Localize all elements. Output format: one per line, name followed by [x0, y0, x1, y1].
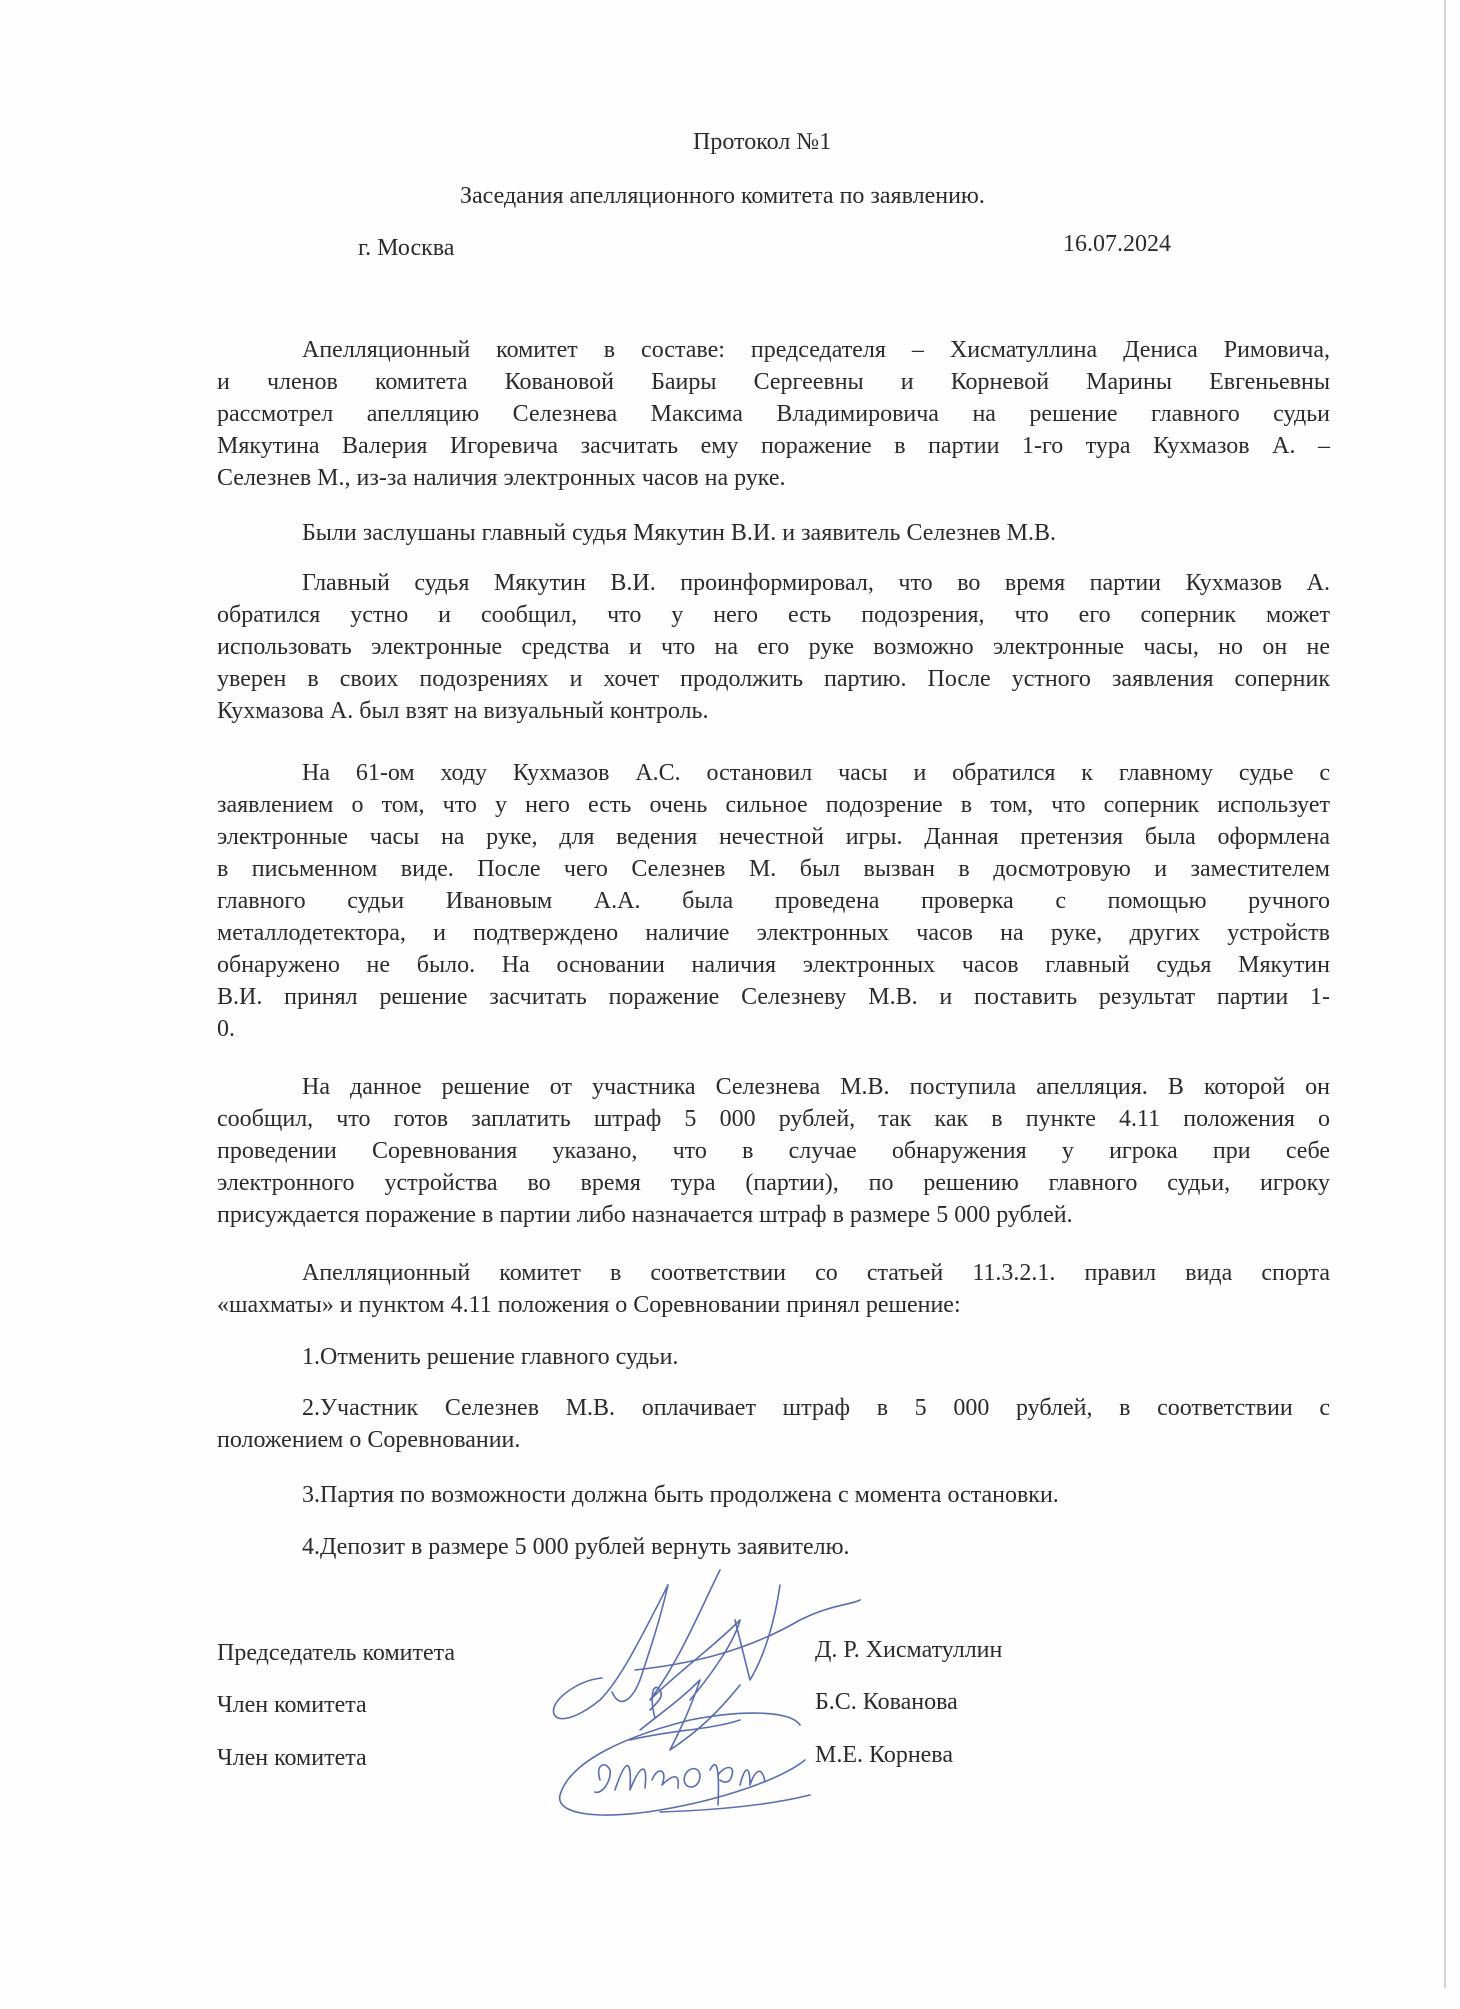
document-city: г. Москва — [358, 235, 455, 261]
text-line: 3.Партия по возможности должна быть продолжена с момента остановки. — [302, 1482, 1059, 1508]
text-line: рассмотрел апелляцию Селезнева Максима Владимировича на решение главного судьи — [217, 401, 1330, 427]
signatory-name-chair: Д. Р. Хисматуллин — [815, 1637, 1003, 1663]
text-line: положением о Соревновании. — [217, 1427, 521, 1453]
text-line: использовать электронные средства и что на его руке возможно электронные часы, но он не — [217, 634, 1330, 660]
text-line: уверен в своих подозрениях и хочет продолжить партию. После устного заявления соперник — [217, 666, 1330, 692]
paragraph-heard — [217, 517, 1330, 549]
paragraph-chief-arbiter-report — [217, 567, 1330, 727]
text-line: Апелляционный комитет в составе: председателя – Хисматуллина Дениса Римовича, — [302, 337, 1330, 363]
text-line: Главный судья Мякутин В.И. проинформировал, что во время партии Кухмазов А. — [302, 570, 1330, 596]
decision-item-1 — [217, 1341, 1330, 1373]
text-line: 1.Отменить решение главного судьи. — [302, 1344, 679, 1370]
text-line: Были заслушаны главный судья Мякутин В.И. и заявитель Селезнев М.В. — [302, 520, 1057, 546]
text-line: металлодетектора, и подтверждено наличие электронных часов на руке, других устройств — [217, 920, 1330, 946]
decision-item-2 — [217, 1392, 1330, 1456]
text-line: Кухмазова А. был взят на визуальный контроль. — [217, 698, 709, 724]
document-title: Протокол №1 — [693, 129, 832, 155]
paragraph-move-61-incident — [217, 757, 1330, 1045]
text-line: 2.Участник Селезнев М.В. оплачивает штраф в 5 000 рублей, в соответствии с — [302, 1395, 1330, 1421]
text-line: Мякутина Валерия Игоревича засчитать ему поражение в партии 1-го тура Кухмазов А. – — [217, 433, 1330, 459]
paragraph-committee-decision — [217, 1257, 1330, 1321]
page-edge-line — [1444, 0, 1446, 1988]
text-line: На данное решение от участника Селезнева М.В. поступила апелляция. В которой он — [302, 1074, 1330, 1100]
signatory-name-member-1: Б.С. Кованова — [815, 1689, 958, 1715]
text-line: присуждается поражение в партии либо назначается штраф в размере 5 000 рублей. — [217, 1202, 1073, 1228]
text-line: электронные часы на руке, для ведения нечестной игры. Данная претензия была оформлена — [217, 824, 1330, 850]
decision-item-3 — [217, 1479, 1330, 1511]
text-line: и членов комитета Ковановой Баиры Сергеевны и Корневой Марины Евгеньевны — [217, 369, 1330, 395]
text-line: проведении Соревнования указано, что в случае обнаружения у игрока при себе — [217, 1138, 1330, 1164]
text-line: На 61-ом ходу Кухмазов А.С. остановил часы и обратился к главному судье с — [302, 760, 1330, 786]
text-line: обратился устно и сообщил, что у него есть подозрения, что его соперник может — [217, 602, 1330, 628]
text-line: В.И. принял решение засчитать поражение Селезневу М.В. и поставить результат партии 1- — [217, 984, 1330, 1010]
document-subtitle: Заседания апелляционного комитета по заявлению. — [460, 183, 985, 209]
handwritten-signatures-icon — [540, 1560, 880, 1830]
paragraph-appeal — [217, 1071, 1330, 1231]
text-line: Апелляционный комитет в соответствии со статьей 11.3.2.1. правил вида спорта — [302, 1260, 1330, 1286]
text-line: сообщил, что готов заплатить штраф 5 000 рублей, так как в пункте 4.11 положения о — [217, 1106, 1330, 1132]
text-line: «шахматы» и пунктом 4.11 положения о Соревновании принял решение: — [217, 1292, 961, 1318]
signatory-role-member-1: Член комитета — [217, 1692, 367, 1718]
text-line: в письменном виде. После чего Селезнев М. был вызван в досмотровую и заместителем — [217, 856, 1330, 882]
signatory-role-member-2: Член комитета — [217, 1745, 367, 1771]
text-line: заявлением о том, что у него есть очень сильное подозрение в том, что соперник использует — [217, 792, 1330, 818]
text-line: электронного устройства во время тура (партии), по решению главного судьи, игроку — [217, 1170, 1330, 1196]
text-line: главного судьи Ивановым А.А. была проведена проверка с помощью ручного — [217, 888, 1330, 914]
signatory-role-chair: Председатель комитета — [217, 1640, 456, 1666]
signatory-name-member-2: М.Е. Корнева — [815, 1742, 953, 1768]
text-line: 0. — [217, 1016, 235, 1042]
text-line: 4.Депозит в размере 5 000 рублей вернуть заявителю. — [302, 1534, 850, 1560]
text-line: Селезнев М., из-за наличия электронных часов на руке. — [217, 465, 786, 491]
text-line: обнаружено не было. На основании наличия электронных часов главный судья Мякутин — [217, 952, 1330, 978]
decision-item-4 — [217, 1531, 1330, 1563]
document-date: 16.07.2024 — [1063, 231, 1171, 257]
paragraph-committee-composition — [217, 334, 1330, 494]
